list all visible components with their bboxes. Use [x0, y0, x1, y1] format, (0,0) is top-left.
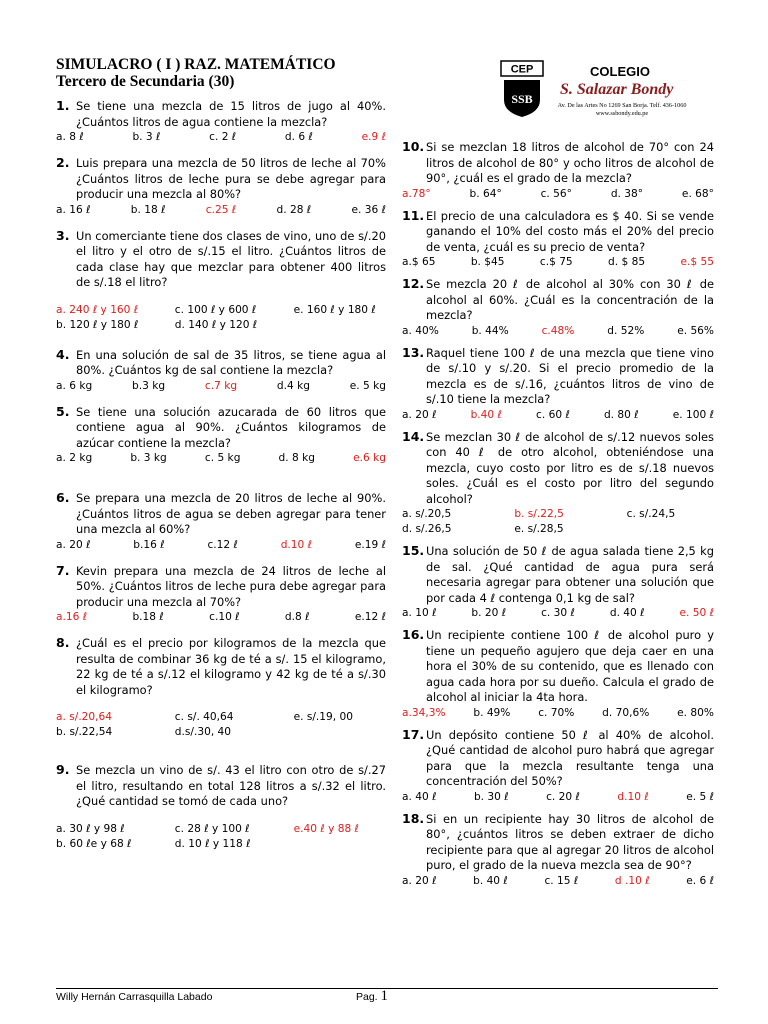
option-e: e. 5 kg: [349, 379, 386, 392]
option-c: c. 70%: [538, 706, 575, 719]
option-c: c. s/.24,5: [626, 508, 676, 520]
option-a: a. 20 ℓ: [402, 874, 437, 887]
option-d: d.4 kg: [276, 379, 310, 392]
option-c: c. 30 ℓ: [541, 607, 575, 619]
options-row: [56, 379, 386, 394]
option-d: d. 8 kg: [278, 452, 315, 464]
title-line-2: Tercero de Secundaria (30): [56, 73, 235, 90]
question-statement: Se mezcla 20 ℓ de alcohol al 30% con 30 ℓ de alcohol al 60%. ¿Cuál es la concentración de la mezcla?: [426, 277, 714, 322]
options-row: [56, 130, 386, 145]
left-column: [56, 98, 386, 852]
question-statement: Raquel tiene 100 ℓ de una mezcla que tiene vino de s/.10 y s/.20. Si el precio promedio de la mezcla es de s/.16, ¿cuántos litros de vino de s/.10 tiene la mezcla?: [426, 345, 714, 406]
option-a: a.78°: [402, 187, 431, 200]
options-row: [56, 837, 386, 852]
option-a: a. 2 kg: [56, 452, 93, 464]
question-text: [56, 404, 386, 452]
option-c: c. 2 ℓ: [209, 131, 237, 143]
question-text: [56, 347, 386, 379]
question-12: [402, 276, 714, 339]
option-e: e.19 ℓ: [354, 538, 386, 551]
question-number: 11.: [402, 207, 425, 223]
footer-author: Willy Hernán Carrasquilla Labado: [56, 991, 213, 1003]
question-statement: En una solución de sal de 35 litros, se tiene agua al 80%. ¿Cuántos kg de sal contiene la mezcla?: [76, 347, 386, 377]
question-number: 2.: [56, 155, 70, 170]
document-title: [56, 56, 336, 90]
option-e: e.12 ℓ: [354, 611, 386, 623]
options-row: [56, 610, 386, 625]
option-b: b. 3 ℓ: [132, 131, 161, 143]
option-a: a. 40 ℓ: [402, 790, 437, 803]
question-6: [56, 490, 386, 553]
question-text: [402, 429, 714, 508]
option-d: d. 38°: [610, 187, 644, 200]
question-statement: Se prepara una mezcla de 20 litros de leche al 90%. ¿Cuántos litros de agua se deben agregar para tener una mezcla al 60%?: [76, 491, 386, 536]
option-b: b. 30 ℓ: [473, 790, 509, 803]
option-e: e. s/.28,5: [514, 523, 564, 535]
option-b: b. s/.22,54: [56, 726, 113, 738]
question-text: [402, 811, 714, 874]
option-d: d.10 ℓ: [280, 538, 313, 551]
question-text: [402, 208, 714, 256]
question-text: [56, 490, 386, 538]
options-row: [56, 303, 386, 318]
question-13: [402, 345, 714, 423]
option-b: b. 18 ℓ: [130, 203, 166, 216]
option-a: a.34,3%: [402, 706, 446, 719]
option-d: d. 10 ℓ y 118 ℓ: [174, 837, 251, 850]
options-row: [56, 318, 386, 333]
option-d: d. 52%: [607, 324, 645, 337]
right-column: [402, 139, 714, 889]
option-a: a. s/.20,64: [56, 711, 113, 723]
option-c: c.7 kg: [204, 379, 238, 392]
question-number: 18.: [402, 810, 425, 826]
question-16: [402, 627, 714, 721]
option-a: a. 16 ℓ: [56, 203, 91, 216]
svg-text:SSB: SSB: [511, 92, 533, 106]
question-10: [402, 139, 714, 202]
option-c: c. s/. 40,64: [174, 711, 234, 723]
question-statement: Un comerciante tiene dos clases de vino, uno de s/.20 el litro y el otro de s/.15 el litro. ¿Cuántos litros de cada clase hay que mezclar para obtener 400 litros de s/.18 el litro?: [76, 228, 386, 289]
logo-school-name: S. Salazar Bondy: [560, 81, 674, 98]
option-a: a. 20 ℓ: [402, 408, 437, 421]
option-b: b.40 ℓ: [470, 408, 502, 421]
option-e: e.$ 55: [680, 256, 714, 268]
option-b: b.3 kg: [132, 379, 166, 392]
option-c: c. 28 ℓ y 100 ℓ: [174, 822, 250, 835]
options-row: [56, 203, 386, 218]
question-text: [402, 276, 714, 324]
option-e: e.6 kg: [353, 452, 386, 464]
question-number: 13.: [402, 344, 425, 360]
question-7: [56, 563, 386, 626]
option-e: e. 100 ℓ: [672, 408, 714, 421]
question-statement: Kevin prepara una mezcla de 24 litros de leche al 50%. ¿Cuántos litros de leche pura debe agregar para producir una mezcla al 70%?: [76, 563, 386, 609]
question-text: [56, 155, 386, 203]
question-number: 9.: [56, 762, 70, 777]
question-statement: Un recipiente contiene 100 ℓ de alcohol puro y tiene un pequeño agujero que deja caer en una hora el 30% de su contenido, que es llenado con agua cada hora por su dueño. Calcula el grado de alcohol al iniciar la 4ta hora.: [426, 628, 714, 704]
question-text: [56, 762, 386, 810]
option-b: b. 120 ℓ y 180 ℓ: [56, 318, 139, 331]
option-a: a. 10 ℓ: [402, 607, 437, 619]
options-row: [56, 822, 386, 837]
question-5: [56, 404, 386, 467]
option-d: d. 28 ℓ: [276, 203, 312, 216]
option-d: d. $ 85: [608, 256, 646, 268]
question-text: [402, 727, 714, 790]
option-a: a. 30 ℓ y 98 ℓ: [56, 822, 125, 835]
footer-page-label: Pag.: [356, 991, 378, 1003]
question-number: 1.: [56, 98, 70, 113]
option-c: c. 15 ℓ: [544, 874, 579, 887]
school-logo: [500, 60, 710, 124]
option-c: c. 100 ℓ y 600 ℓ: [174, 303, 257, 316]
options-row: [402, 706, 714, 721]
options-row: [402, 255, 714, 270]
option-e: e. 68°: [681, 187, 714, 200]
question-text: [402, 139, 714, 187]
options-row: [56, 710, 386, 725]
question-statement: Un depósito contiene 50 ℓ al 40% de alcohol. ¿Qué cantidad de alcohol puro habrá que agregar para que la mezcla resultante tenga una concentración del 50%?: [426, 727, 714, 788]
question-number: 14.: [402, 428, 425, 444]
question-number: 8.: [56, 635, 70, 650]
option-d: d. 70,6%: [602, 706, 650, 719]
question-statement: Se mezclan 30 ℓ de alcohol de s/.12 nuevos soles con 40 ℓ de otro alcohol, obteniéndose una mezcla, cuyo costo por litro es de s/.18 nuevos soles. ¿Cuál es el costo por litro del segundo alcohol?: [426, 429, 714, 506]
logo-address: Av. De las Artes No 1269 San Borja. Telf. 436-1060: [557, 102, 687, 109]
option-a: a. 8 ℓ: [56, 131, 84, 143]
question-text: [402, 543, 714, 606]
logo-website: www.ssbondy.edu.pe: [595, 110, 649, 117]
question-number: 7.: [56, 562, 70, 578]
question-text: [402, 345, 714, 408]
question-4: [56, 347, 386, 394]
options-row: [56, 725, 386, 740]
logo-colegio: COLEGIO: [590, 64, 650, 79]
options-row: [56, 451, 386, 466]
option-b: b. 64°: [469, 187, 502, 200]
option-c: c.25 ℓ: [205, 203, 237, 216]
question-14: [402, 429, 714, 538]
question-2: [56, 155, 386, 218]
option-b: b. 3 kg: [130, 452, 167, 464]
options-row: [402, 408, 714, 423]
question-statement: Se tiene una mezcla de 15 litros de jugo al 40%. ¿Cuántos litros de agua contiene la mezcla?: [76, 99, 386, 129]
question-statement: ¿Cuál es el precio por kilogramos de la mezcla que resulta de combinar 36 kg de té a s/. 15 el kilogramo, 22 kg de té a s/.12 el kilogramo y 42 kg de té a s/.30 el kilogramo?: [76, 636, 386, 697]
option-d: d. 6 ℓ: [284, 131, 313, 143]
option-d: d. 40 ℓ: [609, 607, 645, 619]
option-e: e. 56%: [677, 324, 714, 337]
option-d: d .10 ℓ: [614, 874, 650, 887]
option-a: a.$ 65: [402, 256, 436, 268]
option-c: c. 5 kg: [204, 452, 241, 464]
options-row: [402, 507, 714, 522]
option-e: e. 160 ℓ y 180 ℓ: [293, 303, 376, 316]
option-c: c.48%: [541, 324, 575, 337]
footer-page: [356, 988, 388, 1005]
options-row: [56, 538, 386, 553]
question-number: 6.: [56, 490, 70, 505]
question-number: 5.: [56, 403, 70, 419]
question-number: 10.: [402, 139, 425, 154]
question-text: [56, 563, 386, 611]
option-e: e.9 ℓ: [361, 131, 386, 143]
question-text: [56, 228, 386, 291]
question-text: [56, 635, 386, 698]
question-statement: Una solución de 50 ℓ de agua salada tiene 2,5 kg de sal. ¿Qué cantidad de agua pura será necesaria agregar para obtener una solución que por cada 4 ℓ contenga 0,1 kg de sal?: [426, 544, 714, 605]
option-e: e. 5 ℓ: [686, 790, 714, 803]
option-c: c. 20 ℓ: [546, 790, 580, 803]
question-number: 15.: [402, 543, 425, 558]
svg-text:CEP: CEP: [510, 63, 534, 76]
option-a: a. 240 ℓ y 160 ℓ: [56, 303, 139, 316]
question-number: 12.: [402, 276, 425, 291]
option-e: e. s/.19, 00: [293, 711, 353, 723]
option-d: d. s/.26,5: [402, 523, 452, 535]
question-17: [402, 727, 714, 805]
question-number: 3.: [56, 227, 70, 243]
question-18: [402, 811, 714, 889]
question-text: [402, 627, 714, 706]
options-row: [402, 522, 714, 537]
option-c: c.$ 75: [539, 256, 573, 268]
option-a: a. s/.20,5: [402, 508, 452, 520]
option-a: a. 20 ℓ: [56, 538, 91, 551]
option-b: b. $45: [470, 256, 505, 268]
option-d: d.8 ℓ: [284, 611, 310, 623]
option-b: b. 40 ℓ: [473, 874, 508, 887]
options-row: [402, 874, 714, 889]
question-number: 17.: [402, 726, 425, 742]
option-c: c.12 ℓ: [207, 538, 238, 551]
option-a: a. 6 kg: [56, 379, 93, 392]
option-b: b. 20 ℓ: [471, 607, 507, 619]
option-b: b.16 ℓ: [133, 538, 165, 551]
option-b: b. 44%: [471, 324, 509, 337]
question-statement: Si en un recipiente hay 30 litros de alcohol de 80°, ¿cuántos litros se deben extraer de dicho recipiente para que al agregar 20 litros de alcohol puro, el grado de la nueva mezcla sea de 90°?: [426, 811, 714, 872]
option-b: b. s/.22,5: [514, 508, 564, 520]
option-c: c.10 ℓ: [209, 611, 240, 623]
option-c: c. 60 ℓ: [536, 408, 570, 421]
question-statement: Se tiene una solución azucarada de 60 litros que contiene agua al 90%. ¿Cuántos kilogramos de azúcar contiene la mezcla?: [76, 404, 386, 450]
question-statement: Se mezcla un vino de s/. 43 el litro con otro de s/.27 el litro, resultando en total 128 litros a s/.32 el litro. ¿Qué cantidad se tomó de cada uno?: [76, 763, 386, 808]
option-e: e. 50 ℓ: [679, 607, 714, 619]
options-row: [402, 187, 714, 202]
question-9: [56, 762, 386, 852]
question-8: [56, 635, 386, 740]
title-line-1: SIMULACRO ( I ) RAZ. MATEMÁTICO: [56, 56, 336, 73]
option-b: b. 49%: [473, 706, 511, 719]
option-a: a.16 ℓ: [56, 611, 88, 623]
option-e: e. 6 ℓ: [686, 874, 714, 887]
option-b: b. 60 ℓe y 68 ℓ: [56, 837, 132, 850]
footer-page-number: 1: [380, 988, 389, 1004]
logo-address-block: [552, 102, 692, 118]
question-15: [402, 543, 714, 621]
question-1: [56, 98, 386, 145]
option-e: e. 36 ℓ: [351, 203, 386, 216]
options-row: [402, 606, 714, 621]
question-number: 16.: [402, 627, 425, 642]
question-statement: El precio de una calculadora es $ 40. Si se vende ganando el 10% del costo más el 20% del precio de venta, ¿cuál es su precio de venta?: [426, 208, 714, 254]
options-row: [402, 790, 714, 805]
option-e: e. 80%: [677, 706, 714, 719]
options-row: [402, 324, 714, 339]
option-a: a. 40%: [402, 324, 439, 337]
question-3: [56, 228, 386, 333]
option-d: d. 140 ℓ y 120 ℓ: [174, 318, 258, 331]
option-c: c. 56°: [540, 187, 572, 200]
option-d: d.s/.30, 40: [174, 726, 232, 738]
question-text: [56, 98, 386, 130]
option-b: b.18 ℓ: [132, 611, 164, 623]
option-e: e.40 ℓ y 88 ℓ: [293, 822, 359, 835]
option-d: d. 80 ℓ: [603, 408, 639, 421]
question-number: 4.: [56, 346, 70, 362]
school-crest-icon: [500, 60, 544, 118]
option-d: d.10 ℓ: [617, 790, 649, 803]
question-statement: Luis prepara una mezcla de 50 litros de leche al 70% ¿Cuántos litros de leche pura se debe agregar para producir una mezcla al 80%?: [76, 156, 386, 201]
question-statement: Si se mezclan 18 litros de alcohol de 70° con 24 litros de alcohol de 80° y ocho litros de alcohol de 90°, ¿cuál es el grado de la mezcla?: [426, 140, 714, 185]
question-11: [402, 208, 714, 271]
